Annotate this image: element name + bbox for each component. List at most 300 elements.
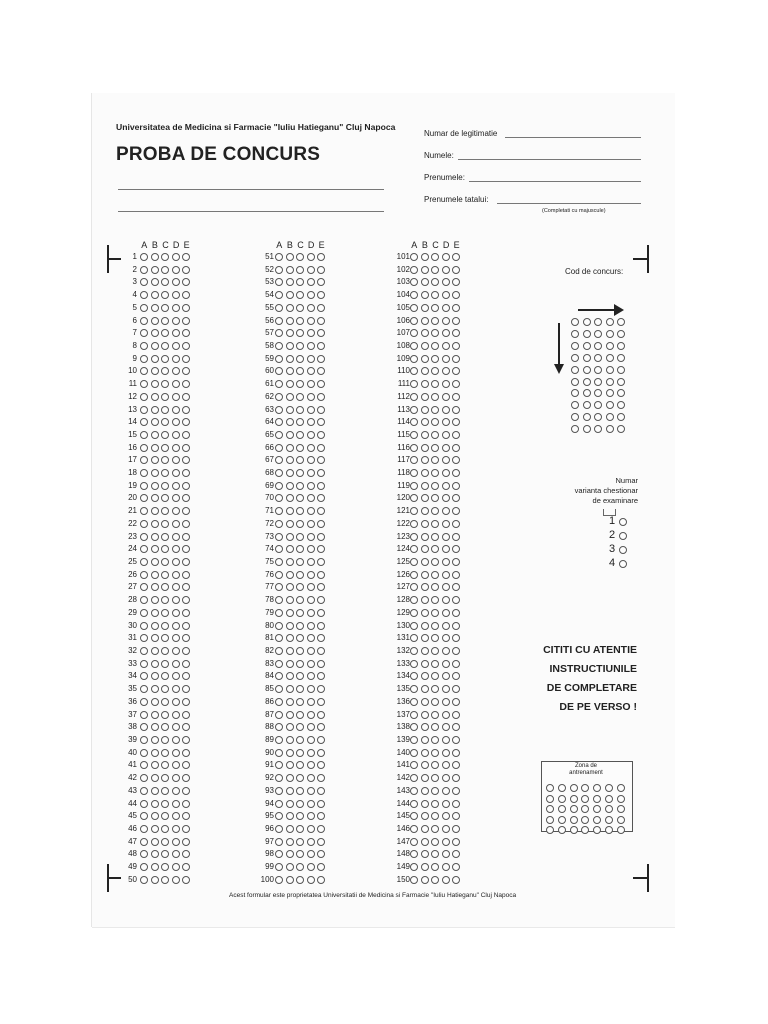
answer-bubble[interactable] (421, 723, 429, 731)
answer-bubble[interactable] (410, 304, 418, 312)
answer-bubble[interactable] (182, 533, 190, 541)
answer-bubble[interactable] (161, 787, 169, 795)
answer-bubble[interactable] (275, 469, 283, 477)
answer-bubble[interactable] (151, 876, 159, 884)
training-bubble[interactable] (546, 795, 554, 803)
answer-bubble[interactable] (275, 431, 283, 439)
answer-bubble[interactable] (275, 749, 283, 757)
answer-bubble[interactable] (296, 317, 304, 325)
answer-bubble[interactable] (140, 749, 148, 757)
exam-code-bubble[interactable] (594, 366, 602, 374)
answer-bubble[interactable] (296, 444, 304, 452)
answer-bubble[interactable] (151, 838, 159, 846)
answer-bubble[interactable] (442, 355, 450, 363)
answer-bubble[interactable] (296, 800, 304, 808)
answer-bubble[interactable] (172, 317, 180, 325)
answer-bubble[interactable] (275, 355, 283, 363)
answer-bubble[interactable] (286, 469, 294, 477)
exam-code-bubble[interactable] (594, 342, 602, 350)
training-bubble[interactable] (617, 816, 625, 824)
answer-bubble[interactable] (151, 736, 159, 744)
answer-bubble[interactable] (286, 876, 294, 884)
answer-bubble[interactable] (307, 291, 315, 299)
answer-bubble[interactable] (410, 355, 418, 363)
answer-bubble[interactable] (172, 304, 180, 312)
training-bubble[interactable] (546, 784, 554, 792)
answer-bubble[interactable] (286, 838, 294, 846)
variant-option-bubble[interactable] (619, 546, 627, 554)
answer-bubble[interactable] (161, 749, 169, 757)
answer-bubble[interactable] (140, 660, 148, 668)
training-bubble[interactable] (581, 795, 589, 803)
answer-bubble[interactable] (286, 596, 294, 604)
answer-bubble[interactable] (442, 317, 450, 325)
answer-bubble[interactable] (317, 406, 325, 414)
answer-bubble[interactable] (421, 876, 429, 884)
answer-bubble[interactable] (140, 317, 148, 325)
answer-bubble[interactable] (442, 838, 450, 846)
answer-bubble[interactable] (431, 660, 439, 668)
answer-bubble[interactable] (421, 749, 429, 757)
answer-bubble[interactable] (442, 800, 450, 808)
answer-bubble[interactable] (421, 329, 429, 337)
answer-bubble[interactable] (161, 304, 169, 312)
exam-code-bubble[interactable] (583, 413, 591, 421)
answer-bubble[interactable] (307, 596, 315, 604)
exam-code-bubble[interactable] (606, 330, 614, 338)
answer-bubble[interactable] (275, 800, 283, 808)
answer-bubble[interactable] (442, 571, 450, 579)
answer-bubble[interactable] (140, 825, 148, 833)
answer-bubble[interactable] (421, 406, 429, 414)
answer-bubble[interactable] (410, 622, 418, 630)
answer-bubble[interactable] (442, 342, 450, 350)
answer-bubble[interactable] (431, 304, 439, 312)
answer-bubble[interactable] (307, 838, 315, 846)
answer-bubble[interactable] (140, 444, 148, 452)
answer-bubble[interactable] (431, 355, 439, 363)
answer-bubble[interactable] (172, 342, 180, 350)
answer-bubble[interactable] (286, 406, 294, 414)
answer-bubble[interactable] (307, 698, 315, 706)
answer-bubble[interactable] (140, 342, 148, 350)
answer-bubble[interactable] (442, 558, 450, 566)
exam-code-bubble[interactable] (617, 378, 625, 386)
answer-bubble[interactable] (307, 431, 315, 439)
answer-bubble[interactable] (307, 749, 315, 757)
answer-bubble[interactable] (172, 698, 180, 706)
answer-bubble[interactable] (286, 317, 294, 325)
answer-bubble[interactable] (421, 787, 429, 795)
answer-bubble[interactable] (286, 774, 294, 782)
answer-bubble[interactable] (421, 380, 429, 388)
answer-bubble[interactable] (275, 406, 283, 414)
answer-bubble[interactable] (172, 825, 180, 833)
answer-bubble[interactable] (151, 393, 159, 401)
answer-bubble[interactable] (442, 596, 450, 604)
training-bubble[interactable] (558, 805, 566, 813)
answer-bubble[interactable] (421, 278, 429, 286)
answer-bubble[interactable] (421, 507, 429, 515)
answer-bubble[interactable] (151, 800, 159, 808)
answer-bubble[interactable] (421, 825, 429, 833)
answer-bubble[interactable] (307, 812, 315, 820)
answer-bubble[interactable] (172, 482, 180, 490)
answer-bubble[interactable] (286, 342, 294, 350)
answer-bubble[interactable] (286, 736, 294, 744)
training-bubble[interactable] (593, 816, 601, 824)
answer-bubble[interactable] (140, 838, 148, 846)
answer-bubble[interactable] (172, 596, 180, 604)
answer-bubble[interactable] (140, 876, 148, 884)
answer-bubble[interactable] (410, 711, 418, 719)
answer-bubble[interactable] (286, 418, 294, 426)
answer-bubble[interactable] (442, 774, 450, 782)
training-bubble[interactable] (558, 816, 566, 824)
answer-bubble[interactable] (275, 787, 283, 795)
answer-bubble[interactable] (151, 380, 159, 388)
answer-bubble[interactable] (286, 787, 294, 795)
answer-bubble[interactable] (151, 558, 159, 566)
answer-bubble[interactable] (140, 787, 148, 795)
answer-bubble[interactable] (410, 342, 418, 350)
answer-bubble[interactable] (286, 711, 294, 719)
answer-bubble[interactable] (307, 660, 315, 668)
answer-bubble[interactable] (442, 825, 450, 833)
answer-bubble[interactable] (452, 533, 460, 541)
answer-bubble[interactable] (172, 800, 180, 808)
answer-bubble[interactable] (442, 304, 450, 312)
answer-bubble[interactable] (286, 329, 294, 337)
answer-bubble[interactable] (140, 647, 148, 655)
answer-bubble[interactable] (151, 431, 159, 439)
answer-bubble[interactable] (151, 622, 159, 630)
answer-bubble[interactable] (307, 736, 315, 744)
answer-bubble[interactable] (431, 876, 439, 884)
answer-bubble[interactable] (421, 736, 429, 744)
answer-bubble[interactable] (410, 660, 418, 668)
answer-bubble[interactable] (140, 482, 148, 490)
answer-bubble[interactable] (275, 342, 283, 350)
answer-bubble[interactable] (296, 749, 304, 757)
answer-bubble[interactable] (421, 266, 429, 274)
answer-bubble[interactable] (161, 876, 169, 884)
answer-bubble[interactable] (307, 317, 315, 325)
answer-bubble[interactable] (421, 393, 429, 401)
answer-bubble[interactable] (151, 444, 159, 452)
answer-bubble[interactable] (140, 622, 148, 630)
answer-bubble[interactable] (172, 266, 180, 274)
answer-bubble[interactable] (286, 749, 294, 757)
answer-bubble[interactable] (410, 876, 418, 884)
training-bubble[interactable] (570, 826, 578, 834)
training-bubble[interactable] (617, 784, 625, 792)
answer-bubble[interactable] (286, 622, 294, 630)
training-bubble[interactable] (546, 816, 554, 824)
answer-bubble[interactable] (442, 711, 450, 719)
answer-bubble[interactable] (286, 393, 294, 401)
answer-bubble[interactable] (172, 507, 180, 515)
answer-bubble[interactable] (275, 736, 283, 744)
answer-bubble[interactable] (286, 444, 294, 452)
answer-bubble[interactable] (296, 571, 304, 579)
answer-bubble[interactable] (151, 367, 159, 375)
answer-bubble[interactable] (296, 711, 304, 719)
answer-bubble[interactable] (410, 647, 418, 655)
answer-bubble[interactable] (431, 444, 439, 452)
answer-bubble[interactable] (151, 647, 159, 655)
answer-bubble[interactable] (421, 761, 429, 769)
answer-bubble[interactable] (442, 507, 450, 515)
last-name-field[interactable] (458, 159, 641, 160)
answer-bubble[interactable] (421, 317, 429, 325)
answer-bubble[interactable] (442, 444, 450, 452)
answer-bubble[interactable] (410, 825, 418, 833)
answer-bubble[interactable] (286, 507, 294, 515)
answer-bubble[interactable] (442, 291, 450, 299)
answer-bubble[interactable] (421, 571, 429, 579)
answer-bubble[interactable] (307, 622, 315, 630)
answer-bubble[interactable] (410, 482, 418, 490)
answer-bubble[interactable] (296, 698, 304, 706)
answer-bubble[interactable] (286, 609, 294, 617)
answer-bubble[interactable] (410, 609, 418, 617)
answer-bubble[interactable] (172, 418, 180, 426)
answer-bubble[interactable] (317, 622, 325, 630)
training-bubble[interactable] (617, 826, 625, 834)
answer-bubble[interactable] (307, 406, 315, 414)
answer-bubble[interactable] (140, 609, 148, 617)
answer-bubble[interactable] (431, 787, 439, 795)
answer-bubble[interactable] (286, 520, 294, 528)
answer-bubble[interactable] (140, 520, 148, 528)
answer-bubble[interactable] (317, 533, 325, 541)
answer-bubble[interactable] (307, 520, 315, 528)
answer-bubble[interactable] (296, 838, 304, 846)
answer-bubble[interactable] (421, 634, 429, 642)
answer-bubble[interactable] (151, 406, 159, 414)
answer-bubble[interactable] (151, 482, 159, 490)
answer-bubble[interactable] (296, 533, 304, 541)
answer-bubble[interactable] (151, 698, 159, 706)
answer-bubble[interactable] (442, 406, 450, 414)
answer-bubble[interactable] (172, 571, 180, 579)
answer-bubble[interactable] (286, 456, 294, 464)
training-bubble[interactable] (617, 805, 625, 813)
answer-bubble[interactable] (286, 850, 294, 858)
answer-bubble[interactable] (307, 800, 315, 808)
answer-bubble[interactable] (410, 558, 418, 566)
answer-bubble[interactable] (307, 380, 315, 388)
answer-bubble[interactable] (151, 850, 159, 858)
answer-bubble[interactable] (275, 876, 283, 884)
answer-bubble[interactable] (421, 469, 429, 477)
answer-bubble[interactable] (410, 469, 418, 477)
training-bubble[interactable] (570, 795, 578, 803)
answer-bubble[interactable] (151, 342, 159, 350)
answer-bubble[interactable] (410, 800, 418, 808)
answer-bubble[interactable] (442, 469, 450, 477)
answer-bubble[interactable] (431, 266, 439, 274)
answer-bubble[interactable] (161, 482, 169, 490)
answer-bubble[interactable] (140, 406, 148, 414)
answer-bubble[interactable] (421, 596, 429, 604)
answer-bubble[interactable] (410, 749, 418, 757)
answer-bubble[interactable] (151, 533, 159, 541)
answer-bubble[interactable] (421, 812, 429, 820)
answer-bubble[interactable] (275, 533, 283, 541)
answer-bubble[interactable] (410, 838, 418, 846)
answer-bubble[interactable] (421, 342, 429, 350)
answer-bubble[interactable] (442, 647, 450, 655)
answer-bubble[interactable] (172, 774, 180, 782)
answer-bubble[interactable] (286, 291, 294, 299)
exam-code-bubble[interactable] (571, 378, 579, 386)
answer-bubble[interactable] (296, 876, 304, 884)
training-bubble[interactable] (546, 805, 554, 813)
answer-bubble[interactable] (172, 787, 180, 795)
answer-bubble[interactable] (182, 622, 190, 630)
training-bubble[interactable] (605, 795, 613, 803)
answer-bubble[interactable] (421, 863, 429, 871)
answer-bubble[interactable] (161, 711, 169, 719)
exam-code-bubble[interactable] (583, 401, 591, 409)
exam-code-bubble[interactable] (606, 413, 614, 421)
training-bubble[interactable] (617, 795, 625, 803)
answer-bubble[interactable] (172, 736, 180, 744)
id-number-field[interactable] (505, 137, 641, 138)
answer-bubble[interactable] (286, 812, 294, 820)
answer-bubble[interactable] (307, 571, 315, 579)
answer-bubble[interactable] (410, 406, 418, 414)
answer-bubble[interactable] (286, 558, 294, 566)
answer-bubble[interactable] (421, 444, 429, 452)
exam-code-bubble[interactable] (571, 342, 579, 350)
exam-code-bubble[interactable] (583, 354, 591, 362)
answer-bubble[interactable] (442, 266, 450, 274)
answer-bubble[interactable] (286, 545, 294, 553)
answer-bubble[interactable] (410, 431, 418, 439)
answer-bubble[interactable] (307, 863, 315, 871)
answer-bubble[interactable] (286, 482, 294, 490)
answer-bubble[interactable] (410, 736, 418, 744)
answer-bubble[interactable] (151, 761, 159, 769)
answer-bubble[interactable] (172, 812, 180, 820)
answer-bubble[interactable] (161, 406, 169, 414)
answer-bubble[interactable] (172, 444, 180, 452)
exam-code-bubble[interactable] (606, 425, 614, 433)
answer-bubble[interactable] (140, 800, 148, 808)
answer-bubble[interactable] (431, 571, 439, 579)
answer-bubble[interactable] (161, 571, 169, 579)
answer-bubble[interactable] (182, 317, 190, 325)
answer-bubble[interactable] (452, 406, 460, 414)
answer-bubble[interactable] (442, 863, 450, 871)
first-name-field[interactable] (469, 181, 641, 182)
answer-bubble[interactable] (286, 431, 294, 439)
answer-bubble[interactable] (296, 266, 304, 274)
answer-bubble[interactable] (421, 660, 429, 668)
answer-bubble[interactable] (421, 533, 429, 541)
answer-bubble[interactable] (286, 634, 294, 642)
exam-code-bubble[interactable] (606, 342, 614, 350)
answer-bubble[interactable] (307, 558, 315, 566)
answer-bubble[interactable] (442, 533, 450, 541)
answer-bubble[interactable] (275, 622, 283, 630)
answer-bubble[interactable] (286, 367, 294, 375)
answer-bubble[interactable] (151, 317, 159, 325)
answer-bubble[interactable] (442, 736, 450, 744)
answer-bubble[interactable] (161, 800, 169, 808)
answer-bubble[interactable] (410, 787, 418, 795)
answer-bubble[interactable] (172, 838, 180, 846)
answer-bubble[interactable] (307, 355, 315, 363)
answer-bubble[interactable] (286, 761, 294, 769)
exam-code-bubble[interactable] (571, 354, 579, 362)
answer-bubble[interactable] (161, 444, 169, 452)
answer-bubble[interactable] (307, 304, 315, 312)
training-bubble[interactable] (570, 784, 578, 792)
answer-bubble[interactable] (431, 406, 439, 414)
answer-bubble[interactable] (431, 698, 439, 706)
exam-code-bubble[interactable] (571, 318, 579, 326)
answer-bubble[interactable] (421, 355, 429, 363)
answer-bubble[interactable] (307, 469, 315, 477)
answer-bubble[interactable] (296, 406, 304, 414)
exam-code-bubble[interactable] (606, 378, 614, 386)
answer-bubble[interactable] (452, 711, 460, 719)
answer-bubble[interactable] (421, 304, 429, 312)
answer-bubble[interactable] (317, 317, 325, 325)
answer-bubble[interactable] (151, 774, 159, 782)
exam-code-bubble[interactable] (606, 366, 614, 374)
answer-bubble[interactable] (421, 431, 429, 439)
answer-bubble[interactable] (275, 711, 283, 719)
answer-bubble[interactable] (275, 253, 283, 261)
answer-bubble[interactable] (307, 418, 315, 426)
answer-bubble[interactable] (410, 393, 418, 401)
answer-bubble[interactable] (421, 482, 429, 490)
variant-option-bubble[interactable] (619, 560, 627, 568)
training-bubble[interactable] (581, 816, 589, 824)
answer-bubble[interactable] (307, 609, 315, 617)
answer-bubble[interactable] (172, 291, 180, 299)
answer-bubble[interactable] (172, 431, 180, 439)
answer-bubble[interactable] (421, 545, 429, 553)
exam-code-bubble[interactable] (606, 318, 614, 326)
exam-code-bubble[interactable] (583, 366, 591, 374)
answer-bubble[interactable] (161, 317, 169, 325)
answer-bubble[interactable] (421, 253, 429, 261)
answer-bubble[interactable] (275, 647, 283, 655)
variant-option-bubble[interactable] (619, 518, 627, 526)
answer-bubble[interactable] (442, 431, 450, 439)
answer-bubble[interactable] (140, 736, 148, 744)
answer-bubble[interactable] (182, 406, 190, 414)
training-bubble[interactable] (570, 805, 578, 813)
answer-bubble[interactable] (410, 266, 418, 274)
answer-bubble[interactable] (307, 876, 315, 884)
answer-bubble[interactable] (151, 685, 159, 693)
answer-bubble[interactable] (286, 723, 294, 731)
answer-bubble[interactable] (151, 863, 159, 871)
training-bubble[interactable] (546, 826, 554, 834)
answer-bubble[interactable] (151, 278, 159, 286)
answer-bubble[interactable] (286, 647, 294, 655)
training-bubble[interactable] (558, 784, 566, 792)
answer-bubble[interactable] (442, 787, 450, 795)
answer-bubble[interactable] (140, 393, 148, 401)
